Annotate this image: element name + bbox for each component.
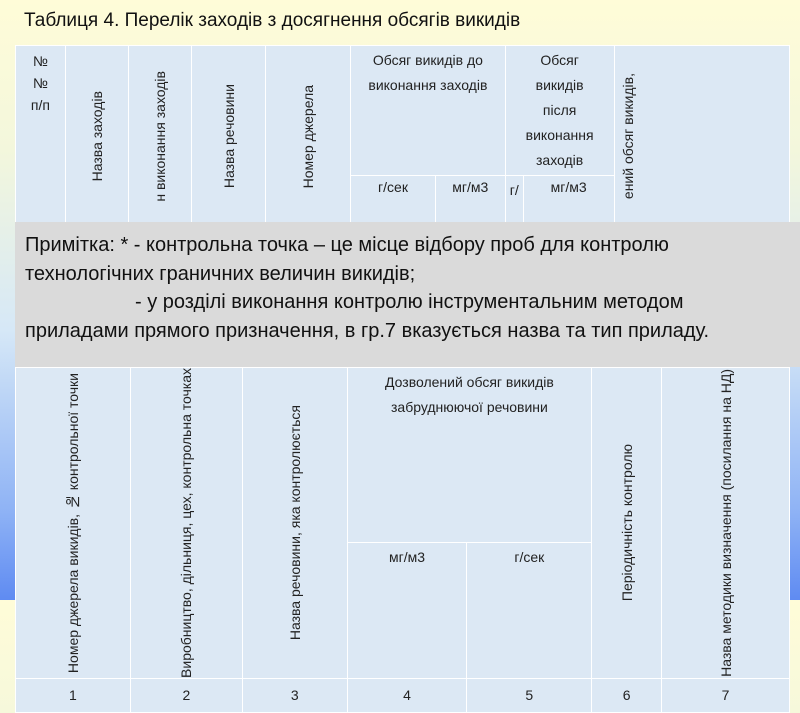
header-periodicity: Періодичність контролю (592, 368, 662, 679)
header-after-mgm3: мг/м3 (523, 176, 614, 228)
slide-title: Таблиця 4. Перелік заходів з досягнення обсягів викидів (24, 10, 521, 31)
header-after-g: г/ (505, 176, 523, 228)
header-before-mgm3: мг/м3 (435, 176, 505, 228)
header-method: Назва методики визначення (посилання на НД) (662, 368, 790, 679)
header-production-site: Виробництво, дільниця, цех, контрольна точках (130, 368, 242, 679)
column-number-cell: 5 (467, 678, 592, 712)
control-table (15, 367, 790, 713)
header-limit-gsec: г/сек (467, 543, 592, 679)
header-number: № № п/п (16, 46, 66, 228)
column-number-cell: 4 (347, 678, 467, 712)
note-box (15, 222, 800, 367)
header-source-control-point: Номер джерела викидів, № контрольної точки (16, 368, 131, 679)
header-permitted-volume: ений обсяг викидів, (614, 46, 789, 228)
header-permitted-emissions: Дозволений обсяг викидів забруднюючої речовини (347, 368, 592, 543)
column-number-cell: 6 (592, 678, 662, 712)
column-number-cell: 3 (242, 678, 347, 712)
note-line-2: - у розділі виконання контролю інструментальним методом приладами прямого призначення, в гр.7 вказується назва та тип приладу. (25, 291, 710, 342)
column-number-cell: 7 (662, 678, 790, 712)
header-measure-name: Назва заходів (65, 46, 128, 228)
header-substance-name: Назва речовини (191, 46, 266, 228)
header-emissions-after: Обсяг викидів після виконання заходів (505, 46, 614, 176)
measures-table (15, 45, 790, 228)
header-limit-mgm3: мг/м3 (347, 543, 467, 679)
header-controlled-substance: Назва речовини, яка контролюється (242, 368, 347, 679)
column-number-cell: 2 (130, 678, 242, 712)
header-emissions-before: Обсяг викидів до виконання заходів (351, 46, 506, 176)
header-source-number: Номер джерела (266, 46, 351, 228)
column-number-cell: 1 (16, 678, 131, 712)
header-measure-term: н виконання заходів (128, 46, 191, 228)
note-line-1: Примітка: * - контрольна точка – це місце відбору проб для контролю технологічних граничних величин викидів; (25, 234, 669, 285)
header-before-gsec: г/сек (351, 176, 436, 228)
